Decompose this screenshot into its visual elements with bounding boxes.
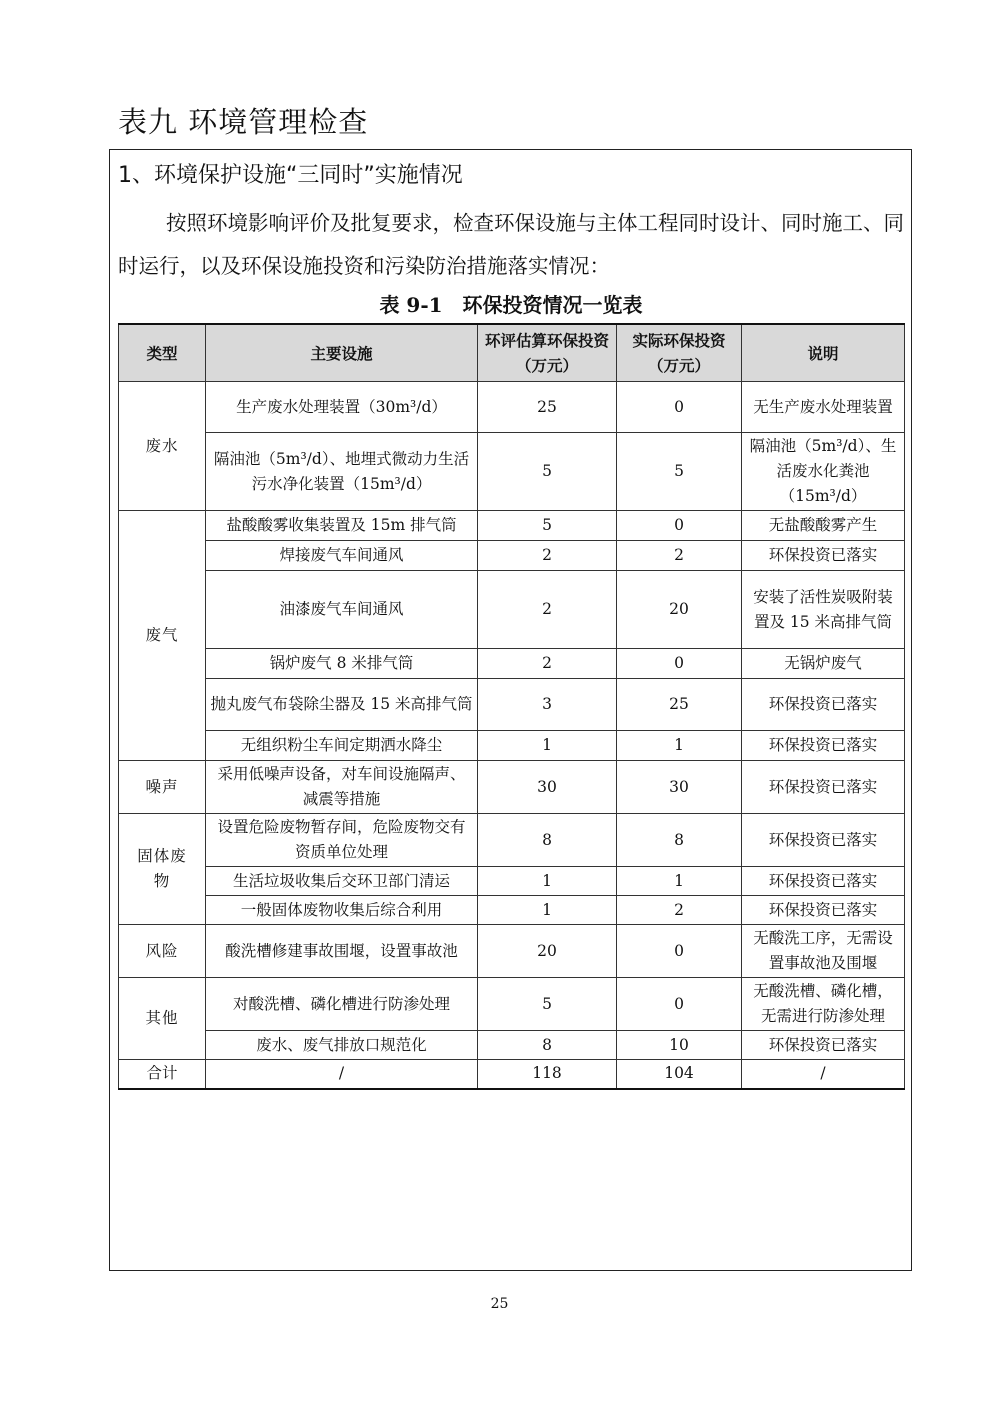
estimated-cell: 25 <box>478 382 617 433</box>
actual-cell: 1 <box>617 867 742 896</box>
facility-cell: 油漆废气车间通风 <box>206 571 478 649</box>
note-cell: 无锅炉废气 <box>742 649 905 679</box>
table-row <box>119 571 905 649</box>
note-cell: 无酸洗工序，无需设置事故池及围堰 <box>742 925 905 978</box>
header-facility: 主要设施 <box>206 324 478 382</box>
estimated-cell: 30 <box>478 761 617 814</box>
investment-table <box>118 323 905 1090</box>
note-cell: 隔油池（5m³/d）、生活废水化粪池（15m³/d） <box>742 433 905 511</box>
total-facility: / <box>206 1060 478 1089</box>
actual-cell: 2 <box>617 896 742 925</box>
actual-cell: 8 <box>617 814 742 867</box>
actual-cell: 2 <box>617 541 742 571</box>
total-row <box>119 1060 905 1089</box>
estimated-cell: 3 <box>478 679 617 731</box>
category-cell: 其他 <box>119 978 206 1060</box>
actual-cell: 10 <box>617 1031 742 1060</box>
category-cell: 固体废物 <box>119 814 206 925</box>
actual-cell: 0 <box>617 925 742 978</box>
page-title: 表九 环境管理检查 <box>118 105 369 139</box>
total-label: 合计 <box>119 1060 206 1089</box>
table-row <box>119 978 905 1031</box>
facility-cell: 隔油池（5m³/d）、地埋式微动力生活污水净化装置（15m³/d） <box>206 433 478 511</box>
facility-cell: 一般固体废物收集后综合利用 <box>206 896 478 925</box>
table-row <box>119 896 905 925</box>
table-row <box>119 382 905 433</box>
estimated-cell: 2 <box>478 649 617 679</box>
category-cell: 废水 <box>119 382 206 511</box>
table-caption: 表 9-1 环保投资情况一览表 <box>379 293 643 317</box>
header-estimated: 环评估算环保投资（万元） <box>478 324 617 382</box>
note-cell: 环保投资已落实 <box>742 731 905 761</box>
facility-cell: 抛丸废气布袋除尘器及 15 米高排气筒 <box>206 679 478 731</box>
estimated-cell: 5 <box>478 511 617 541</box>
header-note: 说明 <box>742 324 905 382</box>
table-row <box>119 511 905 541</box>
category-cell: 风险 <box>119 925 206 978</box>
estimated-cell: 2 <box>478 541 617 571</box>
total-actual: 104 <box>617 1060 742 1089</box>
estimated-cell: 20 <box>478 925 617 978</box>
actual-cell: 0 <box>617 511 742 541</box>
note-cell: 无盐酸酸雾产生 <box>742 511 905 541</box>
facility-cell: 无组织粉尘车间定期洒水降尘 <box>206 731 478 761</box>
page-number: 25 <box>490 1296 509 1312</box>
table-row <box>119 649 905 679</box>
estimated-cell: 1 <box>478 731 617 761</box>
table-row <box>119 731 905 761</box>
facility-cell: 焊接废气车间通风 <box>206 541 478 571</box>
table-row <box>119 867 905 896</box>
note-cell: 环保投资已落实 <box>742 896 905 925</box>
category-cell: 噪声 <box>119 761 206 814</box>
actual-cell: 0 <box>617 382 742 433</box>
actual-cell: 30 <box>617 761 742 814</box>
note-cell: 环保投资已落实 <box>742 1031 905 1060</box>
facility-cell: 采用低噪声设备，对车间设施隔声、减震等措施 <box>206 761 478 814</box>
note-cell: 环保投资已落实 <box>742 867 905 896</box>
table-row <box>119 433 905 511</box>
facility-cell: 盐酸酸雾收集装置及 15m 排气筒 <box>206 511 478 541</box>
facility-cell: 酸洗槽修建事故围堰，设置事故池 <box>206 925 478 978</box>
actual-cell: 0 <box>617 978 742 1031</box>
category-cell: 废气 <box>119 511 206 761</box>
table-header-row <box>119 324 905 382</box>
table-row <box>119 761 905 814</box>
header-actual: 实际环保投资（万元） <box>617 324 742 382</box>
estimated-cell: 8 <box>478 1031 617 1060</box>
facility-cell: 生活垃圾收集后交环卫部门清运 <box>206 867 478 896</box>
actual-cell: 20 <box>617 571 742 649</box>
actual-cell: 25 <box>617 679 742 731</box>
actual-cell: 0 <box>617 649 742 679</box>
total-note: / <box>742 1060 905 1089</box>
facility-cell: 设置危险废物暂存间，危险废物交有资质单位处理 <box>206 814 478 867</box>
header-type: 类型 <box>119 324 206 382</box>
estimated-cell: 5 <box>478 433 617 511</box>
table-row <box>119 541 905 571</box>
facility-cell: 锅炉废气 8 米排气筒 <box>206 649 478 679</box>
estimated-cell: 8 <box>478 814 617 867</box>
facility-cell: 对酸洗槽、磷化槽进行防渗处理 <box>206 978 478 1031</box>
estimated-cell: 2 <box>478 571 617 649</box>
table-row <box>119 814 905 867</box>
section-heading: 1、环境保护设施“三同时”实施情况 <box>118 163 463 188</box>
facility-cell: 废水、废气排放口规范化 <box>206 1031 478 1060</box>
estimated-cell: 1 <box>478 867 617 896</box>
total-estimated: 118 <box>478 1060 617 1089</box>
table-row <box>119 1031 905 1060</box>
note-cell: 环保投资已落实 <box>742 679 905 731</box>
note-cell: 环保投资已落实 <box>742 814 905 867</box>
note-cell: 环保投资已落实 <box>742 541 905 571</box>
note-cell: 环保投资已落实 <box>742 761 905 814</box>
note-cell: 无酸洗槽、磷化槽，无需进行防渗处理 <box>742 978 905 1031</box>
note-cell: 安装了活性炭吸附装置及 15 米高排气筒 <box>742 571 905 649</box>
table-row <box>119 925 905 978</box>
estimated-cell: 5 <box>478 978 617 1031</box>
note-cell: 无生产废水处理装置 <box>742 382 905 433</box>
intro-paragraph: 按照环境影响评价及批复要求，检查环保设施与主体工程同时设计、同时施工、同时运行，以及环保设施投资和污染防治措施落实情况： <box>118 211 904 278</box>
actual-cell: 5 <box>617 433 742 511</box>
actual-cell: 1 <box>617 731 742 761</box>
table-row <box>119 679 905 731</box>
facility-cell: 生产废水处理装置（30m³/d） <box>206 382 478 433</box>
estimated-cell: 1 <box>478 896 617 925</box>
